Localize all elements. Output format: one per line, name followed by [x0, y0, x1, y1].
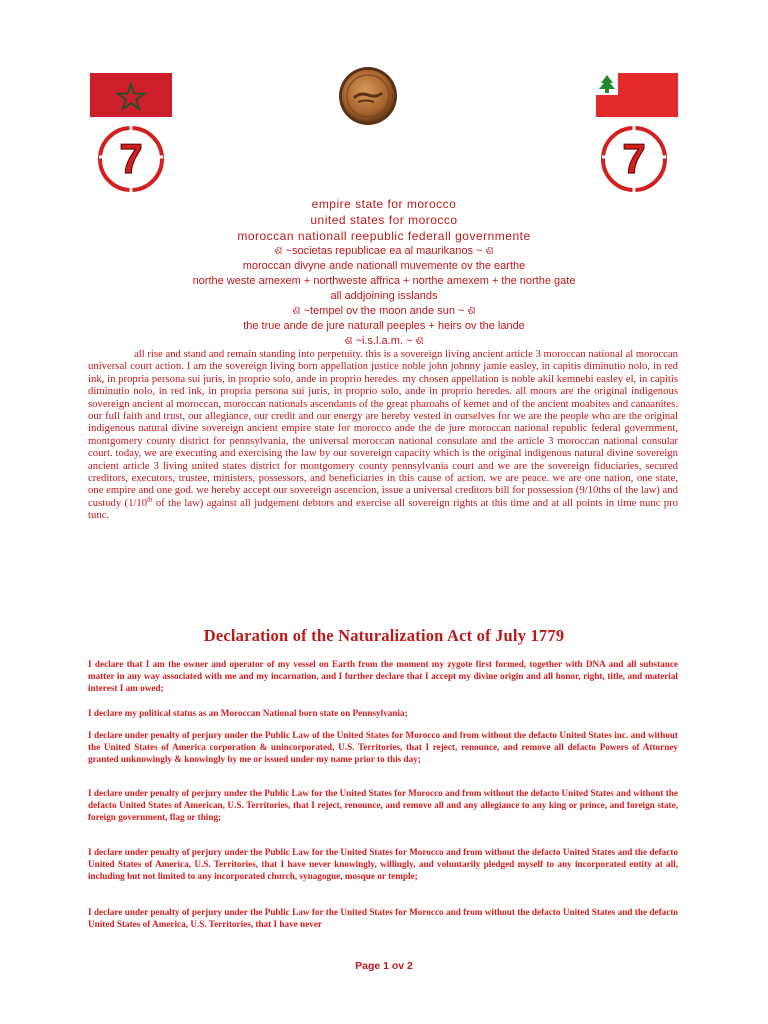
- header-line-4: ଶ ~societas republicae ea al maurikanos ~ ଶ: [274, 245, 494, 257]
- header-line-8: ଶ ~tempel ov the moon ande sun ~ ଶ: [292, 305, 476, 317]
- declaration-paragraph: I declare that I am the owner and operator of my vessel on Earth from the moment my zygote first formed, together with DNA and all substance matter in any way associated with me and my incarnation, and I further declare that I accept my divine origin and all honor, right, title, and material interest I am owed;: [88, 659, 678, 694]
- intro-paragraph: [88, 348, 678, 522]
- page-number: Page 1 ov 2: [355, 960, 413, 972]
- seven-badge-number: 7: [622, 135, 646, 182]
- header-line-2: united states for morocco: [310, 213, 458, 227]
- seven-badge-number: 7: [119, 135, 143, 182]
- intro-text: all rise and stand and remain standing into perpetuity. this is a sovereign living ancient article 3 moroccan national al moroccan universal court action. I am the sovereign living born appellation justice noble john johnny jamie easley, in capitis diminutio nolo, in red ink, in propria persona sui juris, in proprio solo, ande in proprio heredes. my chosen appellation is noble akil kemnebi easley el, in capitis diminutio nolo, in red ink, in propria persona sui juris, in proprio solo, ande in proprio heredes. all moors are the original indigenous sovereign ancient al moroccan, moroccan nationals ascendants of the great pharoahs of kemet and of the ancient moabites and canaanites. our full faith and trust, our allegiance, our credit and our energy are hereby vested in ourselves for we are the people who are the original indigenous natural divine sovereign ancient empire state for morocco ande the de jure moroccan national republic federal government, montgomery county district for pennsylvania, the universal moroccan national consulate and the article 3 moroccan national consular court. today, we are executing and exercising the law by our sovereign capacity which is the original indigenous natural divine sovereign ancient article 3 living united states district for montgomery county pennsylvania court and we are the sovereign fiduciaries, secured creditors, executors, trustee, ministers, possessors, and beneficiaries in this cause of action. we are peace. we are one nation, one state, one empire and one god. we hereby accept our sovereign ascencion, issue a universal creditors bill for possession (9/10ths of the law) and custody (1/10: [88, 348, 678, 509]
- declaration-title: Declaration of the Naturalization Act of July 1779: [203, 626, 565, 645]
- header-line-7: all addjoining isslands: [330, 290, 438, 302]
- document-header: [100, 196, 668, 349]
- header-line-3: moroccan nationall reepublic federall governmente: [237, 229, 531, 243]
- declaration-paragraph: I declare under penalty of perjury under the Public Law for the United States for Morocco and from without the defacto United States and the defacto United States of America, U.S. Territories, that I have never: [88, 907, 678, 930]
- declaration-paragraph: I declare under penalty of perjury under the Public Law for the United States for Morocco and from without the defacto United States and the defacto United States of America, U.S. Territories, that I have never knowingly, willingly, and voluntarily pledged myself to any incorporated entity at all, including but not limited to any incorporated church, synagogue, mosque or temple;: [88, 847, 678, 882]
- header-line-6: northe weste amexem + northweste affrica + northe amexem + the northe gate: [192, 275, 576, 287]
- header-line-1: empire state for morocco: [311, 197, 457, 211]
- declaration-paragraph: I declare my political status as an Moroccan National born state on Pennsylvania;: [88, 708, 408, 718]
- header-line-10: ଶ ~i.s.l.a.m. ~ ଶ: [344, 335, 424, 347]
- medallion-icon: [338, 66, 398, 126]
- seven-badge-right: [600, 125, 668, 193]
- header-line-5: moroccan divyne ande nationall muvemente ov the earthe: [242, 260, 526, 272]
- morocco-flag-icon: [90, 73, 172, 117]
- pine-tree-flag-icon: [596, 73, 678, 117]
- declaration-paragraph: I declare under penalty of perjury under the Public Law of the United States for Morocco and from without the defacto United States inc. and without the United States of America corporation & unincorporated, U.S. Territories, that I reject, renounce, and remove all defacto Powers of Attorney granted unknowingly & knowingly by me or issued under my name prior to this day;: [88, 730, 678, 765]
- seven-badge-left: [97, 125, 165, 193]
- header-line-9: the true ande de jure naturall peeples + heirs ov the lande: [243, 320, 525, 332]
- intro-tail: of the law) against all judgement debtors and exercise all sovereign rights at this time and at all points in time nunc pro tunc.: [88, 496, 678, 522]
- declaration-paragraph: I declare under penalty of perjury under the Public Law for the United States for Morocco and from without the defacto United States and without the defacto United States of American, U.S. Territories, that I reject, renounce, and remove all and any allegiance to any king or prince, and foreign state, foreign government, flag or thing;: [88, 788, 678, 823]
- intro-superscript: th: [147, 495, 153, 504]
